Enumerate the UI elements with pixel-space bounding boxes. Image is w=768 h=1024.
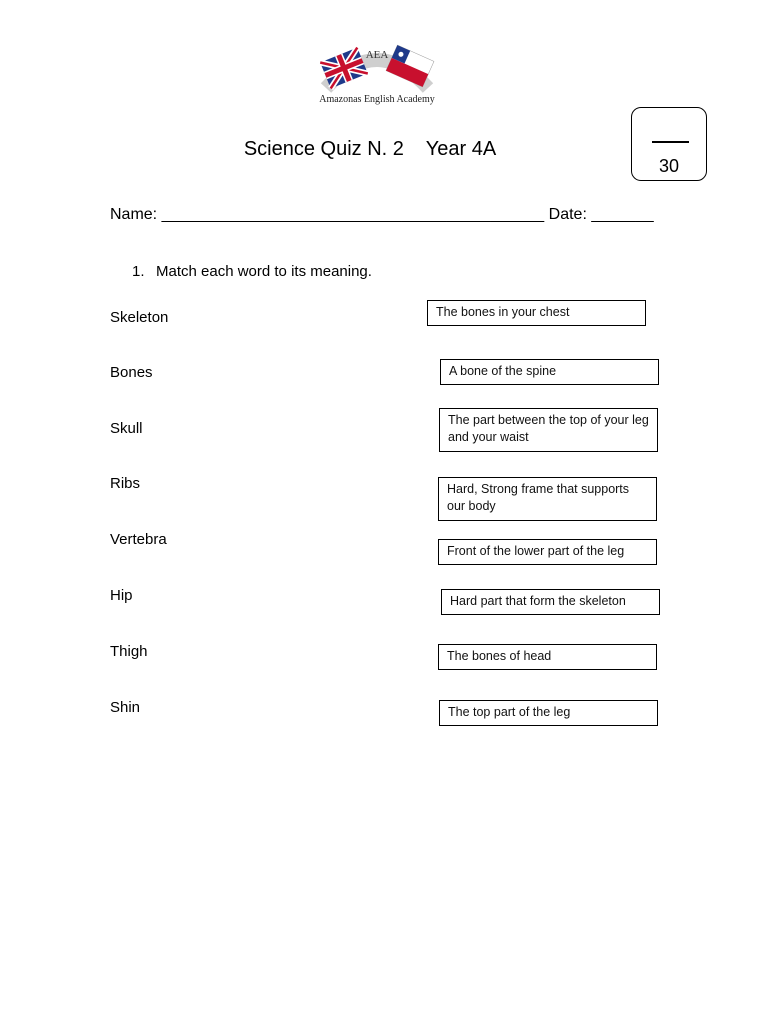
- word-item: Vertebra: [110, 531, 167, 548]
- definition-box: Hard, Strong frame that supports our body: [438, 477, 657, 521]
- name-date-line: Name: ___________________________________________ Date: _______: [110, 206, 654, 223]
- score-blank-line: [652, 141, 689, 143]
- logo-caption: Amazonas English Academy: [319, 94, 435, 105]
- word-item: Hip: [110, 587, 133, 604]
- flags-arc-icon: [318, 40, 436, 100]
- definition-box: The bones of head: [438, 644, 657, 670]
- word-item: Thigh: [110, 643, 148, 660]
- definition-box: The top part of the leg: [439, 700, 658, 726]
- instruction-number: 1.: [132, 263, 145, 280]
- word-item: Bones: [110, 364, 153, 381]
- instruction-text: Match each word to its meaning.: [156, 263, 372, 280]
- quiz-title: Science Quiz N. 2 Year 4A: [243, 138, 497, 160]
- logo-initials: AEA: [365, 49, 389, 61]
- definition-box: A bone of the spine: [440, 359, 659, 385]
- word-item: Skeleton: [110, 309, 169, 326]
- score-total: 30: [658, 156, 680, 176]
- definition-box: Hard part that form the skeleton: [441, 589, 660, 615]
- word-item: Shin: [110, 699, 141, 716]
- word-item: Skull: [110, 420, 143, 437]
- definition-box: Front of the lower part of the leg: [438, 539, 657, 565]
- definition-box: The part between the top of your leg and your waist: [439, 408, 658, 452]
- word-item: Ribs: [110, 475, 141, 492]
- definition-box: The bones in your chest: [427, 300, 646, 326]
